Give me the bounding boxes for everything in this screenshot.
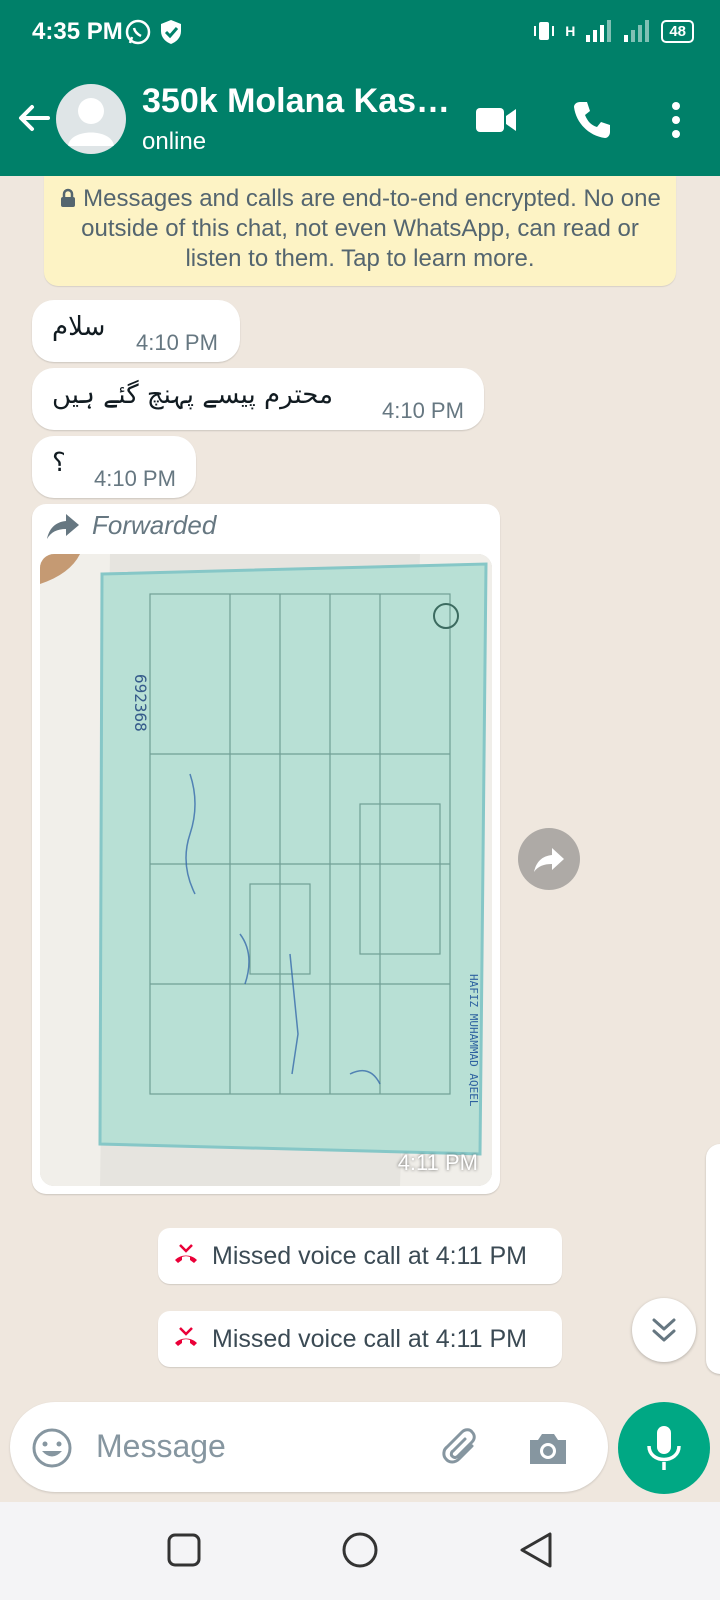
chat-title[interactable]: 350k Molana Kas… — [142, 82, 451, 120]
forwarded-label: Forwarded — [92, 510, 217, 540]
forward-arrow-icon — [46, 512, 80, 540]
emoji-icon[interactable] — [30, 1426, 74, 1470]
svg-text:692368: 692368 — [131, 674, 150, 732]
svg-text:HAFIZ MUHAMMAD AQEEL: HAFIZ MUHAMMAD AQEEL — [467, 974, 480, 1107]
missed-call-notice[interactable] — [158, 1311, 562, 1367]
top-bar — [0, 0, 720, 176]
message-composer[interactable] — [10, 1402, 608, 1492]
encryption-text: Messages and calls are end-to-end encrypted. No one outside of this chat, not even WhatsApp, can read or listen to them. Tap to learn more. — [81, 185, 661, 272]
microphone-icon — [618, 1402, 710, 1494]
message-input[interactable]: Message — [96, 1428, 226, 1464]
chat-status: online — [142, 128, 207, 155]
video-call-icon[interactable] — [474, 98, 518, 142]
status-time: 4:35 PM — [32, 18, 123, 45]
forwarded-label-row — [46, 510, 216, 541]
voice-call-icon[interactable] — [570, 98, 614, 142]
missed-call-icon — [172, 1242, 200, 1270]
missed-call-icon — [172, 1325, 200, 1353]
message-time: 4:10 PM — [382, 398, 464, 423]
whatsapp-notification-icon — [124, 18, 152, 46]
voice-message-button[interactable] — [618, 1402, 710, 1494]
forward-icon — [518, 828, 580, 890]
side-panel-edge — [706, 1144, 720, 1374]
deposit-slip-image — [40, 554, 492, 1186]
message-text: محترم پیسے پہنچ گئے ہیں — [52, 380, 333, 410]
deposit-slip-photo[interactable] — [40, 554, 492, 1186]
message-time: 4:10 PM — [94, 466, 176, 491]
message-bubble[interactable] — [32, 300, 240, 362]
scroll-to-bottom-button[interactable] — [632, 1298, 696, 1362]
missed-call-text: Missed voice call at 4:11 PM — [212, 1241, 527, 1270]
system-nav-bar — [0, 1502, 720, 1600]
battery-indicator: 48 — [661, 20, 694, 43]
image-time: 4:11 PM — [397, 1150, 478, 1175]
message-bubble[interactable] — [32, 436, 196, 498]
signal-icon-2 — [623, 19, 651, 43]
forward-button[interactable] — [518, 828, 580, 890]
forwarded-image-message[interactable] — [32, 504, 500, 1194]
message-text: سلام — [52, 312, 106, 342]
avatar[interactable] — [56, 84, 126, 154]
lock-icon — [59, 188, 77, 208]
vibrate-icon — [533, 18, 555, 44]
home-icon[interactable] — [340, 1530, 380, 1570]
attach-icon[interactable] — [440, 1426, 484, 1470]
recent-apps-icon[interactable] — [166, 1532, 202, 1568]
signal-icon — [585, 19, 613, 43]
encryption-notice[interactable] — [44, 176, 676, 286]
message-bubble[interactable] — [32, 368, 484, 430]
double-chevron-down-icon — [632, 1298, 696, 1362]
message-time: 4:10 PM — [136, 330, 218, 355]
shield-icon — [158, 18, 184, 46]
back-nav-icon[interactable] — [516, 1530, 556, 1570]
missed-call-notice[interactable] — [158, 1228, 562, 1284]
network-type: H — [565, 23, 576, 39]
message-text: ؟ — [52, 448, 66, 478]
default-avatar-icon — [56, 84, 126, 154]
chat-area[interactable] — [0, 176, 720, 1400]
status-bar — [0, 0, 720, 64]
camera-icon[interactable] — [526, 1426, 570, 1470]
more-options-icon[interactable] — [654, 98, 698, 142]
missed-call-text: Missed voice call at 4:11 PM — [212, 1324, 527, 1353]
back-arrow-icon[interactable] — [14, 98, 54, 138]
